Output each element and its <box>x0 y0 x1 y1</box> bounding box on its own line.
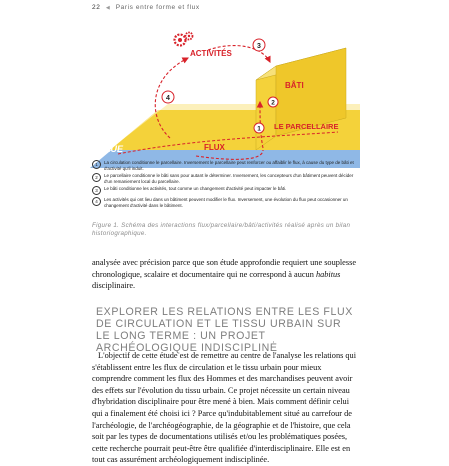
label-flux: FLUX <box>204 143 225 152</box>
diagram-svg <box>88 18 360 178</box>
legend-number: 2 <box>92 173 101 182</box>
header-marker-icon: ◀ <box>105 5 111 11</box>
label-activites: ACTIVITÉS <box>190 49 232 58</box>
label-bati: BÂTI <box>285 81 304 90</box>
step-3-label: 3 <box>257 43 261 50</box>
paragraph-intro-text: analysée avec précision parce que son étude approfondie requiert une souplesse chronologique, scalaire et documentaire qui ne correspond à aucun <box>92 258 357 279</box>
running-title: Paris entre forme et flux <box>115 4 200 11</box>
legend-item-1 <box>92 160 362 171</box>
legend-text: Les activités qui ont lieu dans un bâtiment peuvent modifier le flux. Inversement, une évolution du flux peut occasionner un changement d'activité dans le bâtiment. <box>104 197 348 208</box>
gears-icon <box>175 33 193 46</box>
label-parcellaire: LE PARCELLAIRE <box>274 122 339 131</box>
interaction-diagram <box>88 18 360 178</box>
paragraph-body: L'objectif de cette étude est de remettre au centre de l'analyse les relations qui s'établissent entre les flux de circulation et le tissu urbain pour mieux comprendre comment les flux des Hommes et des marchandises peuvent avoir des effets sur l'évolution du tissu urbain. Ce projet nécessite un certain niveau d'hybridation disciplinaire pour être mené à bien. Mais comment définir celui qui a finalement été choisi ici ? Parce qu'indubitablement situé au carrefour de l'archéologie, de l'archéogéographie, de la géographie et de l'histoire, que cela soit par les types de documentations utilisés et/ou les problématiques posées, cette recherche pourrait peut-être être qualifiée d'interdisciplinaire. Elle est en tout cas assurément archéologiquement indisciplinée. <box>92 351 357 465</box>
label-rue: RUE <box>104 144 124 154</box>
step-2-marker <box>268 97 278 107</box>
step-4-label: 4 <box>166 95 170 102</box>
running-header <box>92 4 200 11</box>
legend-number: 3 <box>92 186 101 195</box>
step-3-marker <box>253 39 265 51</box>
paragraph-intro <box>92 257 358 292</box>
legend-number: 1 <box>92 160 101 169</box>
paragraph-intro-italic: habitus <box>315 269 341 279</box>
legend-text: La circulation conditionne le parcellaire. Inversement le parcellaire peut renforcer ou affaiblir le flux, à cause du type de bâti et d'activité qu'il induit. <box>104 160 354 171</box>
paragraph-intro-end: disciplinaire. <box>92 281 136 291</box>
step-1-marker <box>254 123 264 133</box>
legend-text: Le parcellaire conditionne le bâti sans pour autant le déterminer. Inversement, les concepteurs d'un bâtiment peuvent décider d'un remaniement local du parcellaire. <box>104 173 354 184</box>
legend-item-2 <box>92 173 362 184</box>
page-number: 22 <box>92 4 101 11</box>
legend-number: 4 <box>92 197 101 206</box>
legend-item-4 <box>92 197 362 208</box>
legend-item-3 <box>92 186 362 195</box>
section-title: EXPLORER LES RELATIONS ENTRE LES FLUX DE CIRCULATION ET LE TISSU URBAIN SUR LE LONG TERME : UN PROJET ARCHÉOLOGIQUE INDISCIPLINĖ <box>96 306 353 354</box>
legend-text: Le bâti conditionne les activités, tout comme un changement d'activité peut impacter le bâti. <box>104 186 287 192</box>
step-2-label: 2 <box>271 99 275 107</box>
step-4-marker <box>162 91 174 103</box>
figure-caption: Figure 1. Schéma des interactions flux/parcellaire/bâti/activités réalisé après un bilan historiographique. <box>92 222 351 237</box>
diagram-legend <box>92 160 362 211</box>
step-1-label: 1 <box>257 125 261 133</box>
